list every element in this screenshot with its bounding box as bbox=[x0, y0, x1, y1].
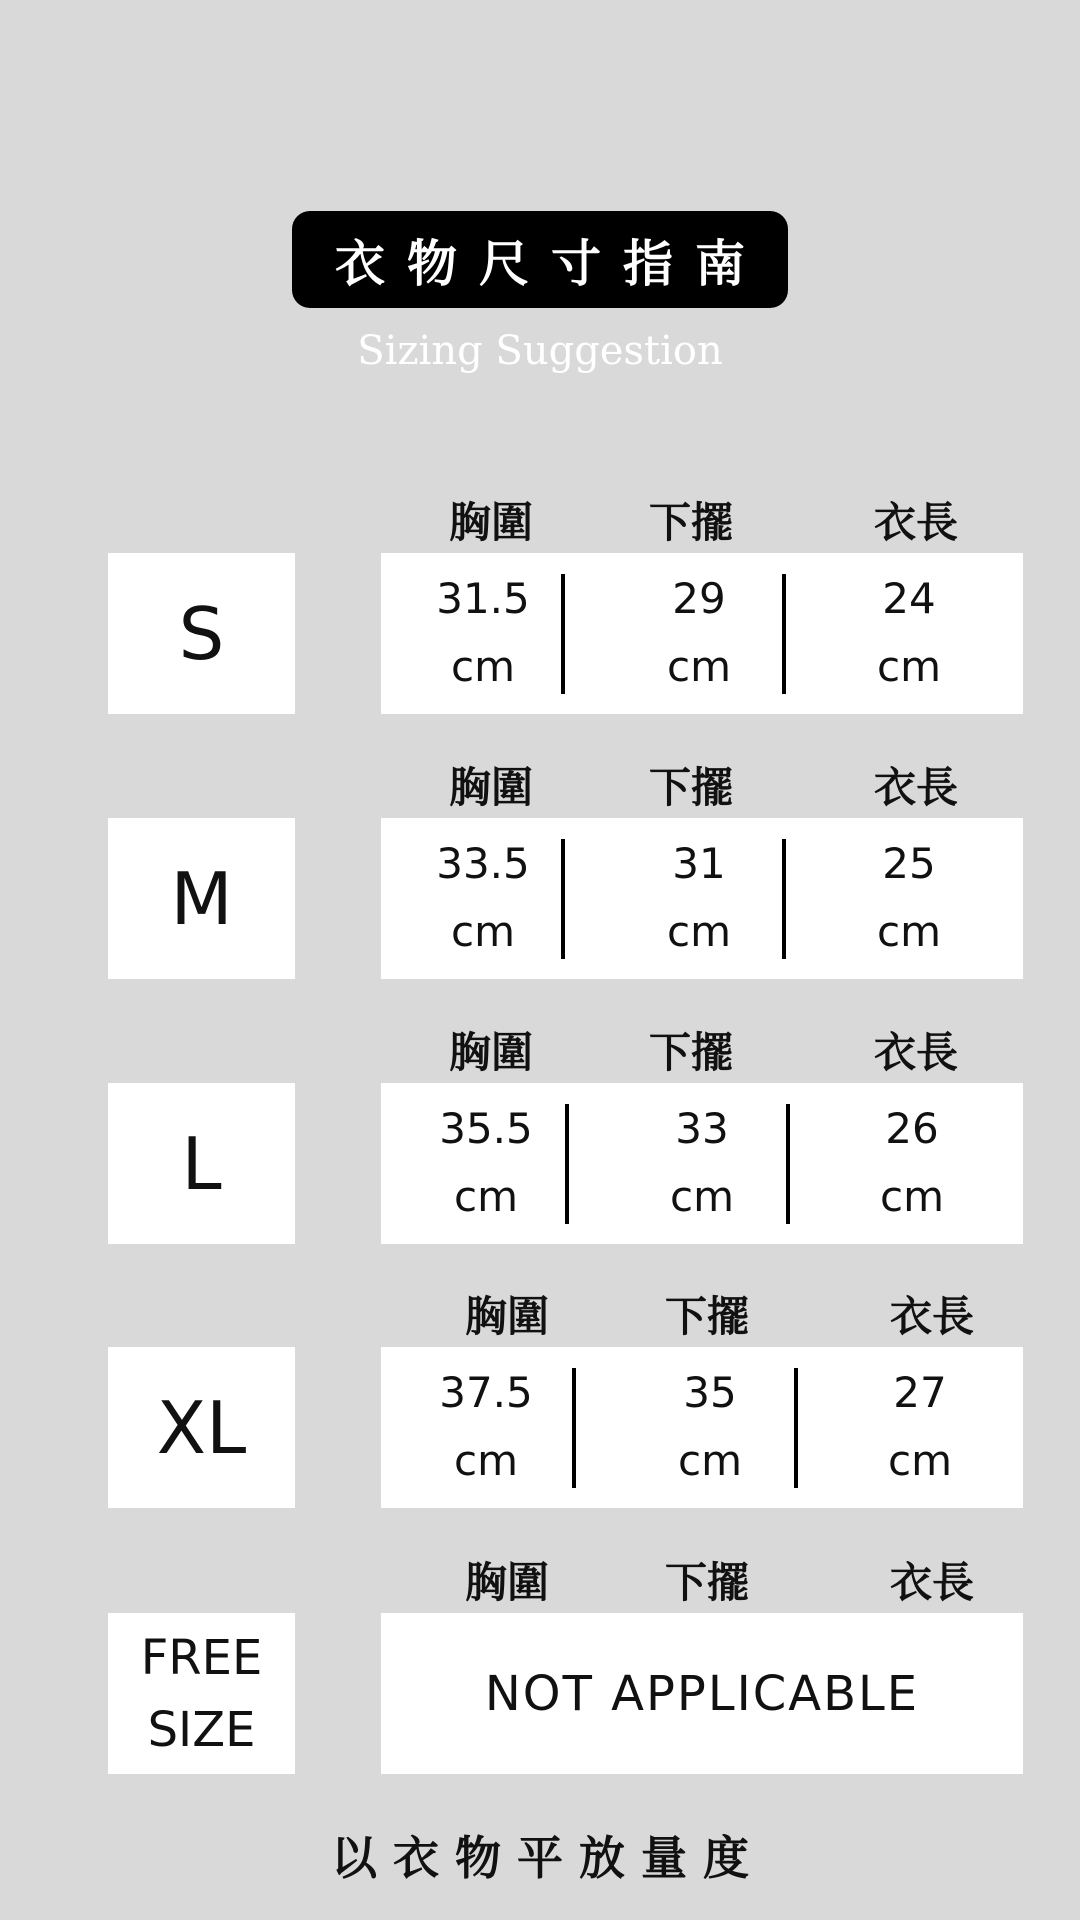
unit: cm bbox=[666, 642, 731, 691]
value: 24 bbox=[882, 574, 936, 623]
value: 26 bbox=[885, 1104, 939, 1153]
header-chest: 胸圍 bbox=[448, 763, 533, 812]
measurement-box bbox=[381, 1083, 1023, 1244]
divider bbox=[572, 1368, 576, 1488]
unit: cm bbox=[677, 1436, 742, 1485]
measurement-box bbox=[381, 818, 1023, 979]
measurement-length bbox=[840, 1359, 1000, 1495]
size-label: S bbox=[108, 553, 295, 714]
measurement-box bbox=[381, 1347, 1023, 1508]
header-hem: 下擺 bbox=[664, 1292, 749, 1341]
header-hem: 下擺 bbox=[648, 498, 733, 547]
size-label: M bbox=[108, 818, 295, 979]
measurement-chest bbox=[403, 565, 563, 701]
footer-note: 以衣物平放量度 bbox=[331, 1831, 765, 1885]
size-row-free bbox=[0, 1550, 1080, 1790]
value: 35.5 bbox=[439, 1104, 533, 1153]
size-row-m bbox=[0, 755, 1080, 995]
measurement-chest bbox=[406, 1095, 566, 1231]
unit: cm bbox=[876, 907, 941, 956]
divider bbox=[565, 1104, 569, 1224]
measurement-length bbox=[829, 565, 989, 701]
column-headers bbox=[0, 755, 1080, 815]
unit: cm bbox=[453, 1172, 518, 1221]
size-label-line2: SIZE bbox=[147, 1701, 256, 1758]
size-row-xl bbox=[0, 1284, 1080, 1524]
measurement-length bbox=[832, 1095, 992, 1231]
measurement-box bbox=[381, 553, 1023, 714]
divider bbox=[782, 574, 786, 694]
unit: cm bbox=[887, 1436, 952, 1485]
page-title: 衣物尺寸指南 bbox=[335, 234, 767, 293]
header-chest: 胸圍 bbox=[448, 498, 533, 547]
page-subtitle: Sizing Suggestion bbox=[357, 328, 723, 374]
unit: cm bbox=[876, 642, 941, 691]
unit: cm bbox=[669, 1172, 734, 1221]
measurement-hem bbox=[619, 565, 779, 701]
header-hem: 下擺 bbox=[664, 1558, 749, 1607]
title-badge bbox=[292, 211, 788, 308]
value: 31 bbox=[672, 839, 726, 888]
header-chest: 胸圍 bbox=[448, 1028, 533, 1077]
divider bbox=[561, 839, 565, 959]
divider bbox=[782, 839, 786, 959]
header-length: 衣長 bbox=[873, 498, 958, 547]
not-applicable-note: NOT APPLICABLE bbox=[484, 1665, 920, 1722]
column-headers bbox=[0, 1284, 1080, 1344]
unit: cm bbox=[453, 1436, 518, 1485]
header-hem: 下擺 bbox=[648, 763, 733, 812]
unit: cm bbox=[879, 1172, 944, 1221]
divider bbox=[561, 574, 565, 694]
measurement-hem bbox=[630, 1359, 790, 1495]
header-chest: 胸圍 bbox=[464, 1558, 549, 1607]
header-length: 衣長 bbox=[873, 1028, 958, 1077]
size-row-l bbox=[0, 1020, 1080, 1260]
unit: cm bbox=[450, 642, 515, 691]
unit: cm bbox=[666, 907, 731, 956]
measurement-box bbox=[381, 1613, 1023, 1774]
value: 35 bbox=[683, 1368, 737, 1417]
column-headers bbox=[0, 1020, 1080, 1080]
header-chest: 胸圍 bbox=[464, 1292, 549, 1341]
value: 27 bbox=[893, 1368, 947, 1417]
divider bbox=[786, 1104, 790, 1224]
header-length: 衣長 bbox=[889, 1558, 974, 1607]
value: 25 bbox=[882, 839, 936, 888]
header-length: 衣長 bbox=[873, 763, 958, 812]
header-length: 衣長 bbox=[889, 1292, 974, 1341]
measurement-hem bbox=[619, 830, 779, 966]
size-label-line1: FREE bbox=[140, 1629, 263, 1686]
measurement-chest bbox=[406, 1359, 566, 1495]
unit: cm bbox=[450, 907, 515, 956]
size-label: XL bbox=[108, 1347, 295, 1508]
measurement-length bbox=[829, 830, 989, 966]
size-label: L bbox=[108, 1083, 295, 1244]
size-row-s bbox=[0, 490, 1080, 730]
header-hem: 下擺 bbox=[648, 1028, 733, 1077]
column-headers bbox=[0, 490, 1080, 550]
value: 33.5 bbox=[436, 839, 530, 888]
value: 37.5 bbox=[439, 1368, 533, 1417]
column-headers bbox=[0, 1550, 1080, 1610]
value: 31.5 bbox=[436, 574, 530, 623]
measurement-hem bbox=[622, 1095, 782, 1231]
divider bbox=[794, 1368, 798, 1488]
value: 33 bbox=[675, 1104, 729, 1153]
value: 29 bbox=[672, 574, 726, 623]
size-label bbox=[108, 1613, 295, 1774]
measurement-chest bbox=[403, 830, 563, 966]
